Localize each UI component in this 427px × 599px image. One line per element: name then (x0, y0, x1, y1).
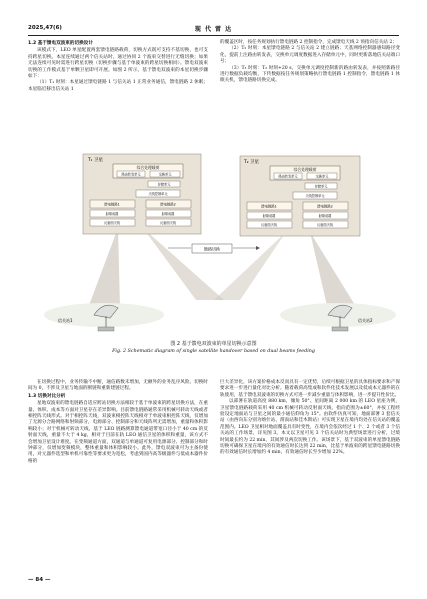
column-left-top (28, 40, 208, 93)
section-title-1-2: 1.2 基于馈电双波束的切换设计 (28, 41, 93, 46)
section-title-1-3: 1.3 切换对比分析 (28, 393, 66, 399)
rf-front-end-1: 射频前端 (105, 212, 119, 216)
paragraph: 星地双波束的馈电链路自适应跨站切换方法相较于基于单波束的跨星切换方法，在重量、体积、成本等方面对卫星存在差异影响。目前馈电链路通常采用机械可转动天线或者相控阵天线形式。对于相控阵天线，双波束相控阵天线相对于单波束相控阵天线，仅增加了无源分合路网络和射频部分，电源部分、控制部分和天线阵列无需增加，重量和体积影响较小；对于机械可转动天线，基于 LEO 链路测算馈电通道带宽口径小于 40 cm 的反射面天线，重量不大于 4 kg，相对于目前在轨 LEO 通信卫星的体积和重量，该方式不会增加卫星设计难度。在变频通道方面，双通道与单通道可复用电源部分、控制部分和时钟部分，仅增加变频模块，整体重量和体积影响较小。此外，馈电双波束可为主备份使用，对元器件选型和单机可靠性等要求更为宽松，考虑到国内高等级器件与低成本器件价格的 (28, 401, 208, 464)
module-route: 路由转发单元 (278, 174, 298, 179)
figure-caption-cn: 图 2 基于馈电双波束的单星切换示意图 (170, 341, 257, 347)
reflector-antenna-1: 反射面天线 (261, 223, 277, 227)
rf-front-end-2: 射频前端 (161, 212, 175, 216)
ground-station-1 (44, 303, 164, 331)
link-switch-label: 链路切换 (204, 246, 220, 252)
page-number: — 84 — (28, 577, 51, 583)
reflector-antenna-1: 反射面天线 (104, 221, 120, 225)
header-rule (28, 35, 399, 36)
paragraph: 以部署在轨道高度 880 km，倾角 50°、星间距离 2 000 km 的 LEO 星座为例，卫星馈电链路载荷采用 40 cm 机械可转动反射面天线，指向范围为±60°，并按工程经验设定地面站与卫星之间的最小通信仰角为 15°。由软件仿真可知，地面部署 3 套信关站（由西向东分别为喀什站、渭南站和佳木斯站）可实现卫星在境内均处在信关站的覆盖范围内。LEO 卫星相对地面覆盖具有时变性，在境内会依次经过 1 个、2 个或者 3 个信关站的工作场景，详见图 3。本文以卫星可见 3 个信关站时为典型场景进行分析，过境时间最长约为 22 min，其间涉及两次切换工作。该场景下，基于双波束的单星馈电链路切换可确保卫星在境内的有效通信时长达到 22 min，比基于单波束的跨星馈电链路切换的有效通信时长增加约 4 min，有效通信时长至少增加 22%。 (220, 399, 400, 456)
module-antenna-control: 天线控制单元 (305, 194, 325, 198)
feed-link-1-label: 馈电链路1 (261, 204, 277, 209)
satellite-panel-t2 (240, 156, 360, 236)
module-route: 路由转发单元 (121, 172, 141, 177)
feed-link-1-label: 馈电链路1 (104, 202, 120, 207)
module-antenna-control: 天线控制单元 (148, 192, 168, 196)
paragraph: 该模式下，LEO 单星配置两套馈电链路载荷，切换方式既可支持不基切换，也可支持跨星切换。本星连续通过两个信关站时，通过协同 2 个波束交替进行无缝切换；如果无法连续可见时需进行跨星切换（切换步骤与基于单波束的跨星切换相同）。馈电双波束切换的工作模式基于单颗卫星即可开展。如图 2 所示，基于馈电双波束的本星切换步骤如下： (28, 48, 208, 80)
ground-station-2 (280, 303, 396, 331)
figure-2-diagram (28, 150, 400, 335)
module-switch: 交换单元 (315, 174, 329, 179)
paragraph: （3）T₃ 时刻：T₃ 时刻+20 s，交换单元调度控制新的路由转发表，并按照新路径进行数据负载均衡，下传数据按任务规划策略执行馈电链路 1 控制指令，馈电链路 1 休眠关机，馈电链路切换完成。 (220, 65, 400, 84)
feed-beam-3 (214, 232, 286, 300)
feed-beam-1 (88, 228, 120, 308)
ground-station-2-label: 信关站2 (358, 318, 373, 323)
panel-t2-label: T₂ 卫星 (244, 160, 259, 165)
rf-front-end-1: 射频前端 (262, 214, 276, 218)
paragraph: 的覆盖区时，按任务规划执行馈电链路 2 控制指令，完成馈电天线 2 预指向信关站 2； (220, 40, 397, 45)
module-integrated: 综合处理载荷 (136, 165, 160, 170)
ground-station-1-label: 信关站1 (58, 318, 73, 323)
paragraph: 在切换过程中，业务传输不中断，通信路数未增加，无额外的业务乱序风险。切换时间为 0，不涉及卫星与地面的断链和重新建链过程。 (28, 380, 208, 392)
feed-link-2-label: 馈电链路2 (160, 202, 176, 207)
figure-caption-en: Fig. 2 Schematic diagram of single satellite handover based on dual beams feeding (112, 349, 315, 354)
paragraph: 巨大差异化，该方案价格成本反而具有一定优势，后续可根据卫星的具体指标要求和产保要求进一步进行量化对比分析。随着载荷高集成和软件化技术发展以及低成本元器件的在轨使用，基于馈电双波束的切换方式可进一步减少重量与体积影响，进一步提升性价比。 (220, 380, 400, 398)
module-storage: 存储单元 (314, 184, 328, 189)
reflector-antenna-2: 反射面天线 (160, 221, 176, 225)
module-storage: 存储单元 (157, 182, 171, 187)
module-switch: 交换单元 (158, 172, 172, 177)
arrow-head-icon (256, 246, 260, 250)
column-right-bottom (220, 380, 400, 457)
paragraph: （1）T₁ 时刻：本星通过馈电链路 1 与信关站 1 正常业务通信，馈电链路 2 休眠；本星临近移出信关站 1 (28, 80, 208, 92)
feed-link-2-label: 馈电链路2 (317, 204, 333, 209)
feed-beam-2 (143, 228, 224, 300)
issue-info: 2025,47(6) (28, 25, 62, 31)
rf-front-end-2: 射频前端 (318, 214, 332, 218)
satellite-panel-t1 (83, 154, 201, 234)
paragraph: （2）T₂ 时刻：本星馈电链路 2 与信关站 2 建立链路；天基网络控制器感知路径变化，提前上注路由转发表，交换单元调度数据进入存储单元中，同时更新落地信关站端口号； (220, 46, 400, 65)
panel-t1-label: T₁ 卫星 (88, 158, 103, 163)
column-right-top (220, 40, 400, 85)
module-integrated: 综合处理载荷 (293, 167, 317, 172)
column-left-bottom (28, 380, 208, 465)
journal-title: 现 代 雷 达 (194, 26, 233, 33)
feed-beam-4 (310, 232, 358, 310)
reflector-antenna-2: 反射面天线 (317, 223, 333, 227)
